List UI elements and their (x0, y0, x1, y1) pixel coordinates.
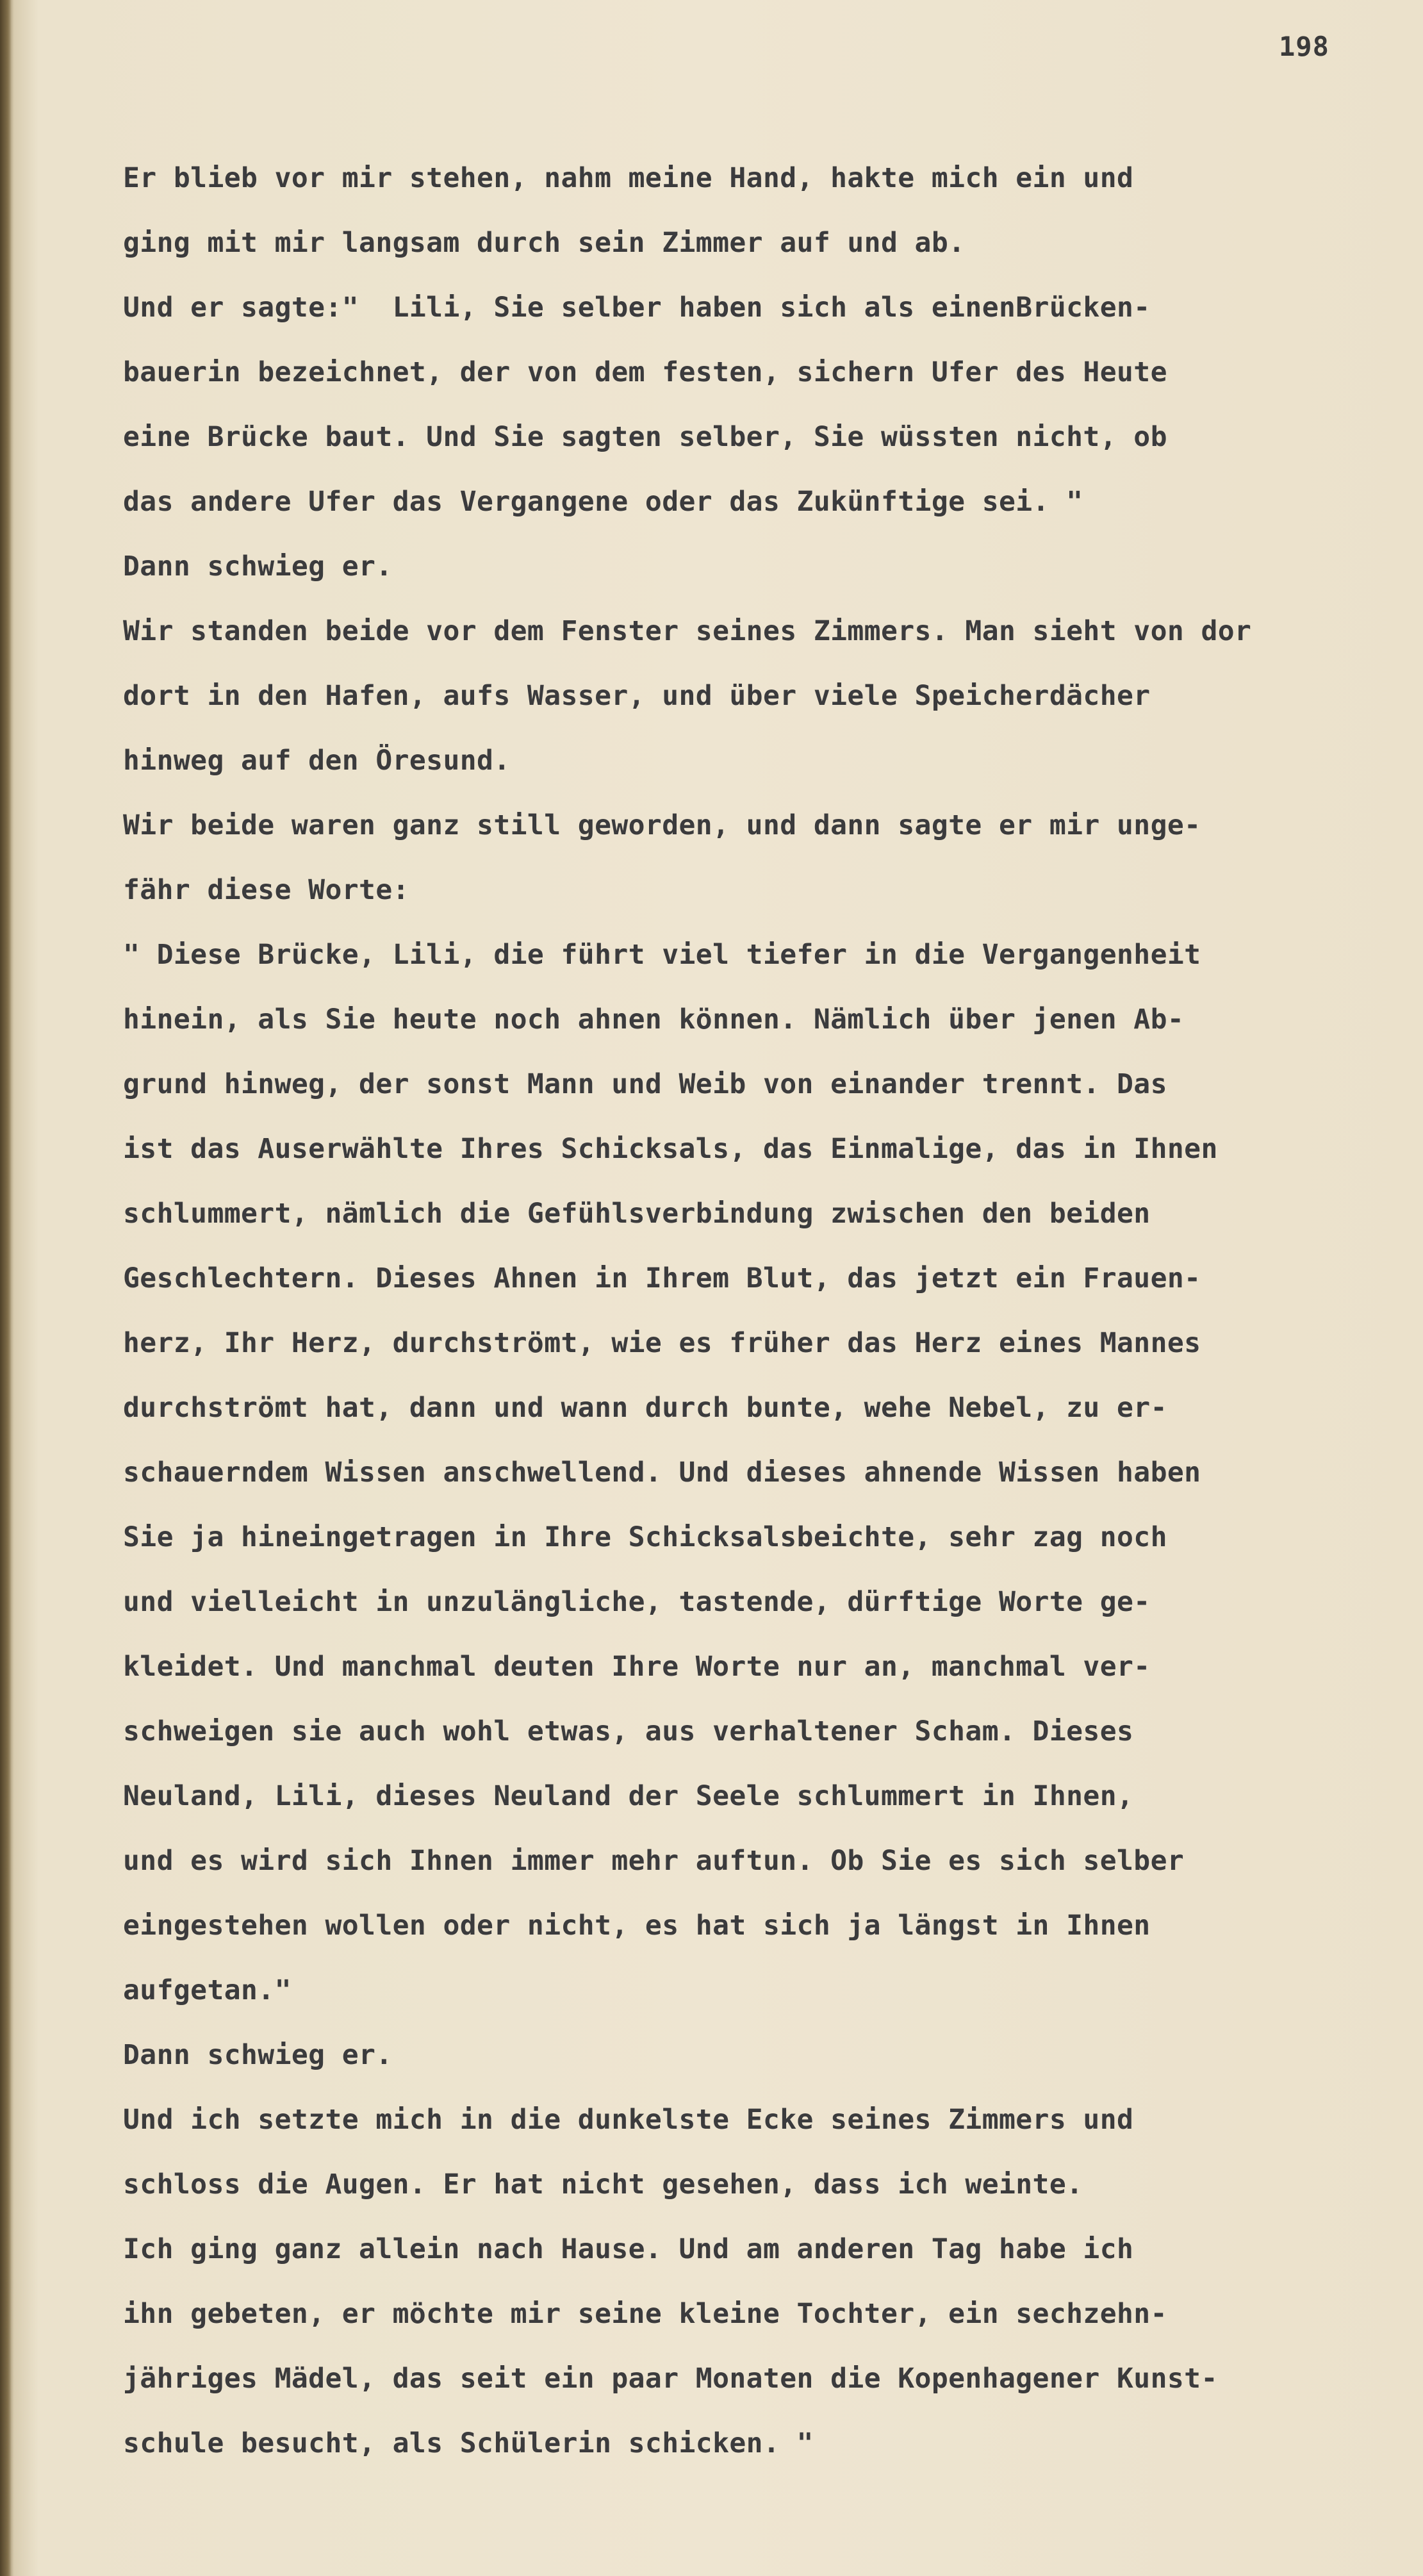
text-line: ging mit mir langsam durch sein Zimmer auf und ab. (123, 227, 966, 259)
text-line: und vielleicht in unzulängliche, tastende, dürftige Worte ge- (123, 1586, 1151, 1618)
binding-edge (0, 0, 12, 2576)
text-line: " Diese Brücke, Lili, die führt viel tiefer in die Vergangenheit (123, 939, 1201, 971)
text-line: dort in den Hafen, aufs Wasser, und über viele Speicherdächer (123, 680, 1151, 712)
text-line: Wir beide waren ganz still geworden, und dann sagte er mir unge- (123, 809, 1201, 841)
page-number: 198 (1279, 31, 1329, 62)
text-line: hinein, als Sie heute noch ahnen können. Nämlich über jenen Ab- (123, 1003, 1185, 1036)
text-line: aufgetan." (123, 1974, 292, 2006)
text-line: Dann schwieg er. (123, 2039, 393, 2071)
text-line: schauerndem Wissen anschwellend. Und dieses ahnende Wissen haben (123, 1457, 1201, 1489)
text-line: eingestehen wollen oder nicht, es hat sich ja längst in Ihnen (123, 1910, 1151, 1942)
text-line: kleidet. Und manchmal deuten Ihre Worte nur an, manchmal ver- (123, 1651, 1151, 1683)
text-line: Sie ja hineingetragen in Ihre Schicksalsbeichte, sehr zag noch (123, 1521, 1167, 1553)
text-line: fähr diese Worte: (123, 874, 409, 906)
text-line: schweigen sie auch wohl etwas, aus verhaltener Scham. Dieses (123, 1715, 1134, 1747)
text-line: hinweg auf den Öresund. (123, 745, 511, 777)
text-line: schule besucht, als Schülerin schicken. " (123, 2427, 814, 2459)
text-line: Wir standen beide vor dem Fenster seines Zimmers. Man sieht von dor (123, 615, 1252, 647)
text-line: Und er sagte:" Lili, Sie selber haben sich als einenBrücken- (123, 292, 1151, 324)
text-line: grund hinweg, der sonst Mann und Weib von einander trennt. Das (123, 1068, 1167, 1100)
text-line: Dann schwieg er. (123, 550, 393, 582)
text-line: Neuland, Lili, dieses Neuland der Seele schlummert in Ihnen, (123, 1780, 1134, 1812)
text-line: schloss die Augen. Er hat nicht gesehen, dass ich weinte. (123, 2168, 1083, 2200)
text-line: das andere Ufer das Vergangene oder das Zukünftige sei. " (123, 486, 1083, 518)
text-line: ist das Auserwählte Ihres Schicksals, das Einmalige, das in Ihnen (123, 1133, 1218, 1165)
text-line: schlummert, nämlich die Gefühlsverbindung zwischen den beiden (123, 1198, 1151, 1230)
text-line: jähriges Mädel, das seit ein paar Monaten die Kopenhagener Kunst- (123, 2363, 1218, 2395)
text-line: ihn gebeten, er möchte mir seine kleine Tochter, ein sechzehn- (123, 2298, 1167, 2330)
typewritten-text (123, 146, 1404, 2476)
text-line: herz, Ihr Herz, durchströmt, wie es früher das Herz eines Mannes (123, 1327, 1201, 1359)
text-line: Er blieb vor mir stehen, nahm meine Hand, hakte mich ein und (123, 162, 1134, 194)
text-line: eine Brücke baut. Und Sie sagten selber, Sie wüssten nicht, ob (123, 421, 1167, 453)
text-line: durchströmt hat, dann und wann durch bunte, wehe Nebel, zu er- (123, 1392, 1167, 1424)
text-line: Ich ging ganz allein nach Hause. Und am anderen Tag habe ich (123, 2233, 1134, 2265)
text-line: und es wird sich Ihnen immer mehr auftun. Ob Sie es sich selber (123, 1845, 1185, 1877)
text-line: bauerin bezeichnet, der von dem festen, sichern Ufer des Heute (123, 356, 1167, 388)
text-line: Und ich setzte mich in die dunkelste Ecke seines Zimmers und (123, 2104, 1134, 2136)
text-line: Geschlechtern. Dieses Ahnen in Ihrem Blut, das jetzt ein Frauen- (123, 1262, 1201, 1294)
